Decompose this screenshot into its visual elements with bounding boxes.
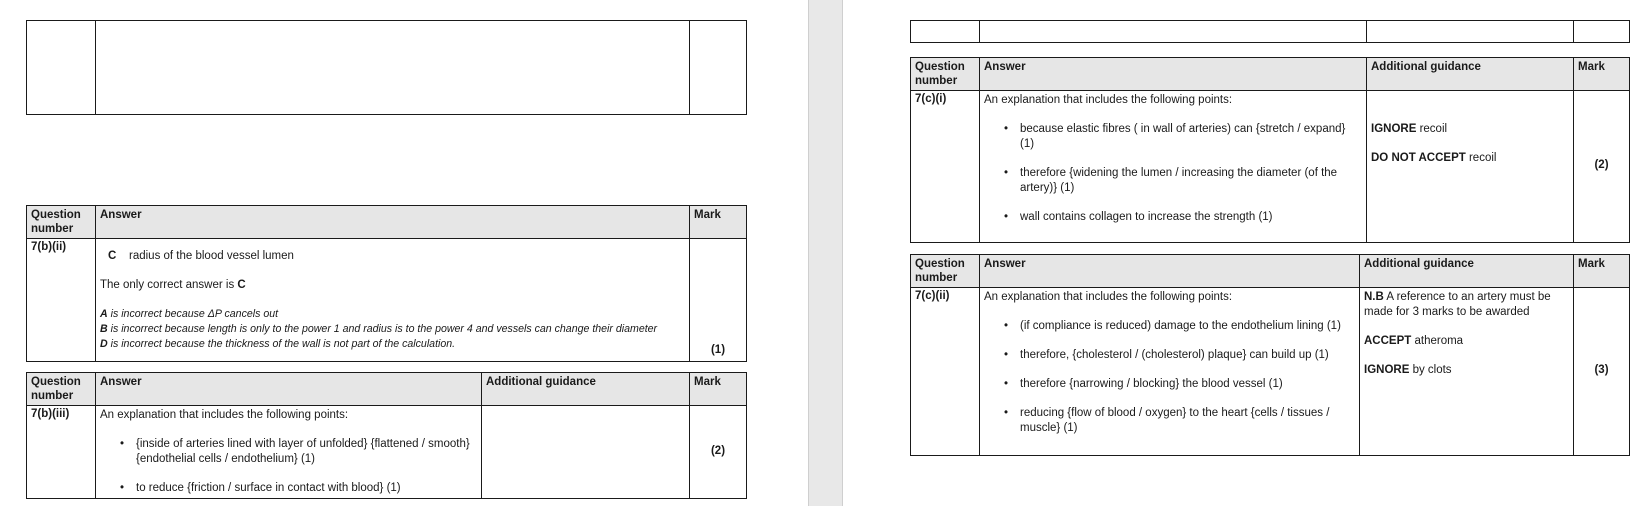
answer-point: • therefore {narrowing / blocking} the blood vessel (1) <box>984 377 1355 392</box>
answer-point: • (if compliance is reduced) damage to the endothelium lining (1) <box>984 319 1355 334</box>
continued-question-cell <box>27 21 96 115</box>
continued-mark-cell <box>1574 21 1630 43</box>
correct-answer-line <box>100 278 685 293</box>
answer-intro: An explanation that includes the following points: <box>984 94 1233 106</box>
guidance-line: DO NOT ACCEPT recoil <box>1371 152 1497 164</box>
header-mark: Mark <box>1574 58 1630 91</box>
answer-point: • {inside of arteries lined with layer of unfolded} {flattened / smooth} {endothelial cells / endothelium} (1) <box>100 437 477 467</box>
correct-letter: C <box>237 279 246 291</box>
q7b-ii-table <box>26 205 747 362</box>
correct-prefix: The only correct answer is <box>100 279 238 291</box>
header-question-number: Question number <box>27 206 96 239</box>
answer-cell <box>96 406 482 499</box>
answer-point: • wall contains collagen to increase the strength (1) <box>984 210 1362 225</box>
question-number: 7(b)(ii) <box>27 239 96 362</box>
continued-answer-cell <box>980 21 1367 43</box>
guidance-line: IGNORE recoil <box>1371 123 1448 135</box>
question-number: 7(c)(ii) <box>911 288 980 456</box>
q7c-i-table <box>910 57 1630 243</box>
header-mark: Mark <box>690 373 747 406</box>
header-answer: Answer <box>980 255 1360 288</box>
continued-mark-cell <box>690 21 747 115</box>
q7c-ii-table <box>910 254 1630 456</box>
guidance-line: N.B A reference to an artery must be made for 3 marks to be awarded <box>1364 291 1551 318</box>
header-answer: Answer <box>96 206 690 239</box>
explanation-d: D is incorrect because the thickness of the wall is not part of the calculation. <box>100 338 456 350</box>
mark-value: (1) <box>690 239 747 362</box>
header-guidance: Additional guidance <box>1360 255 1574 288</box>
continued-table <box>910 20 1630 43</box>
header-mark: Mark <box>1574 255 1630 288</box>
answer-cell <box>980 288 1360 456</box>
left-page <box>0 0 808 506</box>
guidance-line: ACCEPT atheroma <box>1364 335 1464 347</box>
header-question-number: Question number <box>27 373 96 406</box>
answer-point: • reducing {flow of blood / oxygen} to the heart {cells / tissues / muscle} (1) <box>984 406 1355 436</box>
mark-value: (2) <box>690 406 747 499</box>
explanation-b: B is incorrect because length is only to the power 1 and radius is to the power 4 and vessels can change their diameter <box>100 323 658 335</box>
answer-option <box>100 249 685 264</box>
header-mark: Mark <box>690 206 747 239</box>
continued-answer-cell <box>96 21 690 115</box>
header-question-number: Question number <box>911 58 980 91</box>
explanation-a: A is incorrect because ΔP cancels out <box>100 308 279 320</box>
continued-table <box>26 20 747 115</box>
guidance-line: IGNORE by clots <box>1364 364 1452 376</box>
continued-guidance-cell <box>1367 21 1574 43</box>
answer-cell <box>980 91 1367 243</box>
guidance-cell <box>482 406 690 499</box>
header-guidance: Additional guidance <box>1367 58 1574 91</box>
answer-intro: An explanation that includes the following points: <box>984 291 1233 303</box>
mark-value: (3) <box>1574 288 1630 456</box>
answer-point: • therefore, {cholesterol / (cholesterol) plaque} can build up (1) <box>984 348 1355 363</box>
answer-point: • to reduce {friction / surface in contact with blood} (1) <box>100 481 477 496</box>
question-number: 7(b)(iii) <box>27 406 96 499</box>
answer-point: • because elastic fibres ( in wall of arteries) can {stretch / expand} (1) <box>984 122 1362 152</box>
right-page <box>843 0 1646 506</box>
mark-value: (2) <box>1574 91 1630 243</box>
header-question-number: Question number <box>911 255 980 288</box>
answer-cell <box>96 239 690 362</box>
guidance-cell <box>1367 91 1574 243</box>
option-text: radius of the blood vessel lumen <box>129 250 294 262</box>
header-guidance: Additional guidance <box>482 373 690 406</box>
continued-question-cell <box>911 21 980 43</box>
q7b-iii-table <box>26 372 747 499</box>
guidance-cell <box>1360 288 1574 456</box>
option-letter: C <box>108 250 117 262</box>
question-number: 7(c)(i) <box>911 91 980 243</box>
header-answer: Answer <box>980 58 1367 91</box>
answer-point: • therefore {widening the lumen / increasing the diameter (of the artery)} (1) <box>984 166 1362 196</box>
answer-intro: An explanation that includes the following points: <box>100 409 349 421</box>
page-gutter <box>808 0 843 506</box>
header-answer: Answer <box>96 373 482 406</box>
